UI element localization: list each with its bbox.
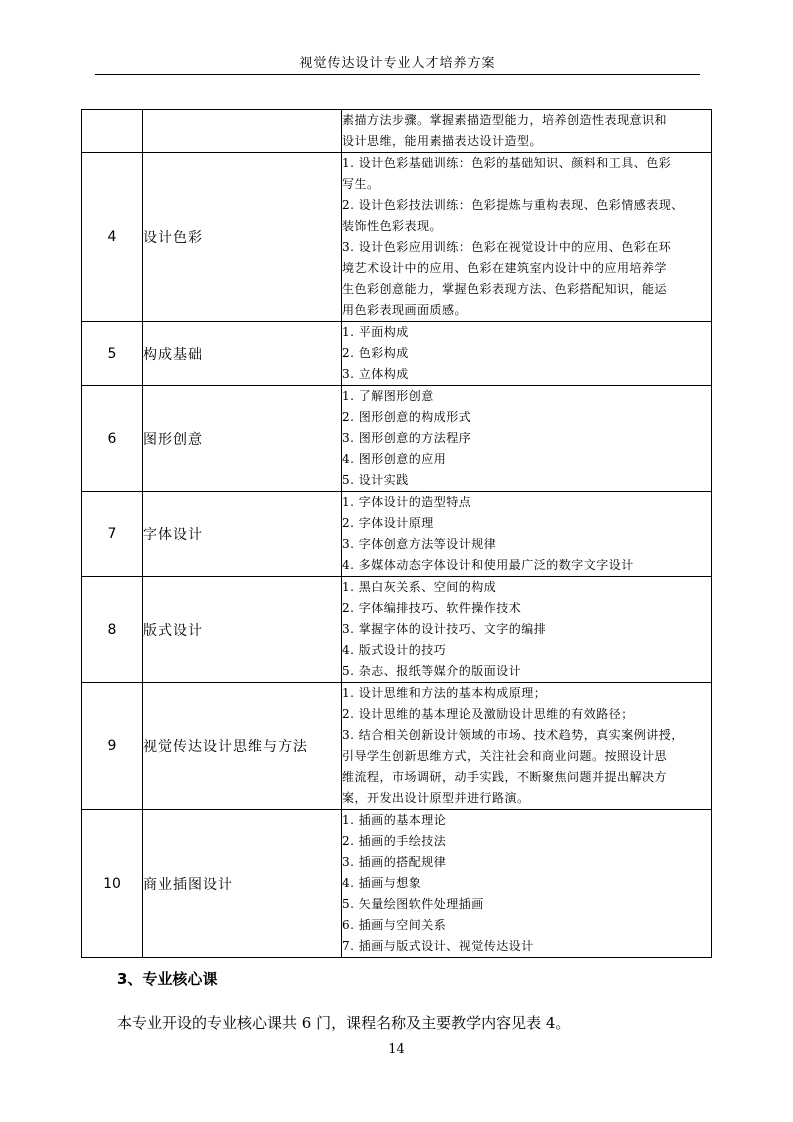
content-line: 2. 色彩构成 [342,346,409,360]
content-line: 2. 字体编排技巧、软件操作技术 [342,601,522,615]
course-content-cell [342,577,712,683]
content-line: 装饰性色彩表现。 [342,219,443,233]
course-name-cell: 图形创意 [143,386,342,492]
content-line: 用色彩表现画面质感。 [342,303,468,317]
course-content-cell [342,683,712,810]
course-name-cell [143,110,342,153]
course-table [81,109,712,958]
section-heading: 3、专业核心课 [117,970,218,988]
content-line: 生色彩创意能力，掌握色彩表现方法、色彩搭配知识，能运 [342,282,668,296]
content-line: 3. 结合相关创新设计领域的市场、技术趋势，真实案例讲授， [342,728,684,742]
course-name-cell: 商业插图设计 [143,810,342,958]
content-line: 5. 矢量绘图软件处理插画 [342,897,484,911]
course-number-cell: 6 [82,386,143,492]
content-line: 写生。 [342,177,380,191]
content-line: 4. 版式设计的技巧 [342,643,447,657]
course-number-cell: 7 [82,492,143,577]
header-divider [95,74,700,75]
course-content-cell [342,810,712,958]
content-line: 5. 杂志、报纸等媒介的版面设计 [342,664,522,678]
page-number: 14 [388,1042,405,1057]
course-number-cell: 8 [82,577,143,683]
content-line: 6. 插画与空间关系 [342,918,447,932]
content-line: 境艺术设计中的应用、色彩在建筑室内设计中的应用培养学 [342,261,668,275]
course-content-cell [342,153,712,322]
content-line: 案，开发出设计原型并进行路演。 [342,791,530,805]
content-line: 素描方法步骤。掌握素描造型能力，培养创造性表现意识和 [342,113,668,127]
content-line: 1. 平面构成 [342,325,409,339]
course-name-cell: 构成基础 [143,322,342,386]
content-line: 3. 掌握字体的设计技巧、文字的编排 [342,622,547,636]
course-number-cell: 5 [82,322,143,386]
content-line: 3. 设计色彩应用训练：色彩在视觉设计中的应用、色彩在环 [342,240,672,254]
course-content-cell [342,386,712,492]
content-line: 引导学生创新思维方式，关注社会和商业问题。按照设计思 [342,749,668,763]
content-line: 2. 图形创意的构成形式 [342,410,472,424]
content-line: 1. 黑白灰关系、空间的构成 [342,580,497,594]
course-name-cell: 设计色彩 [143,153,342,322]
table-row [82,386,712,492]
body-paragraph: 本专业开设的专业核心课共 6 门，课程名称及主要教学内容见表 4。 [117,1014,571,1032]
content-line: 3. 字体创意方法等设计规律 [342,537,497,551]
content-line: 4. 多媒体动态字体设计和使用最广泛的数字文字设计 [342,558,634,572]
content-line: 5. 设计实践 [342,473,409,487]
course-content-cell [342,492,712,577]
page-header: 视觉传达设计专业人才培养方案 [299,56,496,71]
content-line: 4. 图形创意的应用 [342,452,447,466]
content-line: 1. 设计色彩基础训练：色彩的基础知识、颜料和工具、色彩 [342,156,672,170]
content-line: 4. 插画与想象 [342,876,422,890]
table-row [82,153,712,322]
content-line: 2. 插画的手绘技法 [342,834,447,848]
content-line: 7. 插画与版式设计、视觉传达设计 [342,939,534,953]
table-row [82,492,712,577]
course-number-cell [82,110,143,153]
content-line: 2. 设计色彩技法训练：色彩提炼与重构表现、色彩情感表现、 [342,198,684,212]
course-name-cell: 视觉传达设计思维与方法 [143,683,342,810]
course-number-cell: 9 [82,683,143,810]
course-name-cell: 字体设计 [143,492,342,577]
course-content-cell [342,110,712,153]
table-row [82,683,712,810]
content-line: 1. 字体设计的造型特点 [342,495,472,509]
table-row [82,110,712,153]
table-row [82,810,712,958]
content-line: 1. 设计思维和方法的基本构成原理； [342,686,547,700]
content-line: 3. 图形创意的方法程序 [342,431,472,445]
course-table-body [82,110,712,958]
content-line: 维流程，市场调研，动手实践，不断聚焦问题并提出解决方 [342,770,668,784]
table-row [82,577,712,683]
content-line: 2. 设计思维的基本理论及激励设计思维的有效路径； [342,707,634,721]
table-row [82,322,712,386]
course-name-cell: 版式设计 [143,577,342,683]
content-line: 3. 插画的搭配规律 [342,855,447,869]
course-number-cell: 10 [82,810,143,958]
course-content-cell [342,322,712,386]
content-line: 2. 字体设计原理 [342,516,434,530]
content-line: 设计思维，能用素描表达设计造型。 [342,134,543,148]
content-line: 3. 立体构成 [342,367,409,381]
content-line: 1. 了解图形创意 [342,389,434,403]
content-line: 1. 插画的基本理论 [342,813,447,827]
course-number-cell: 4 [82,153,143,322]
